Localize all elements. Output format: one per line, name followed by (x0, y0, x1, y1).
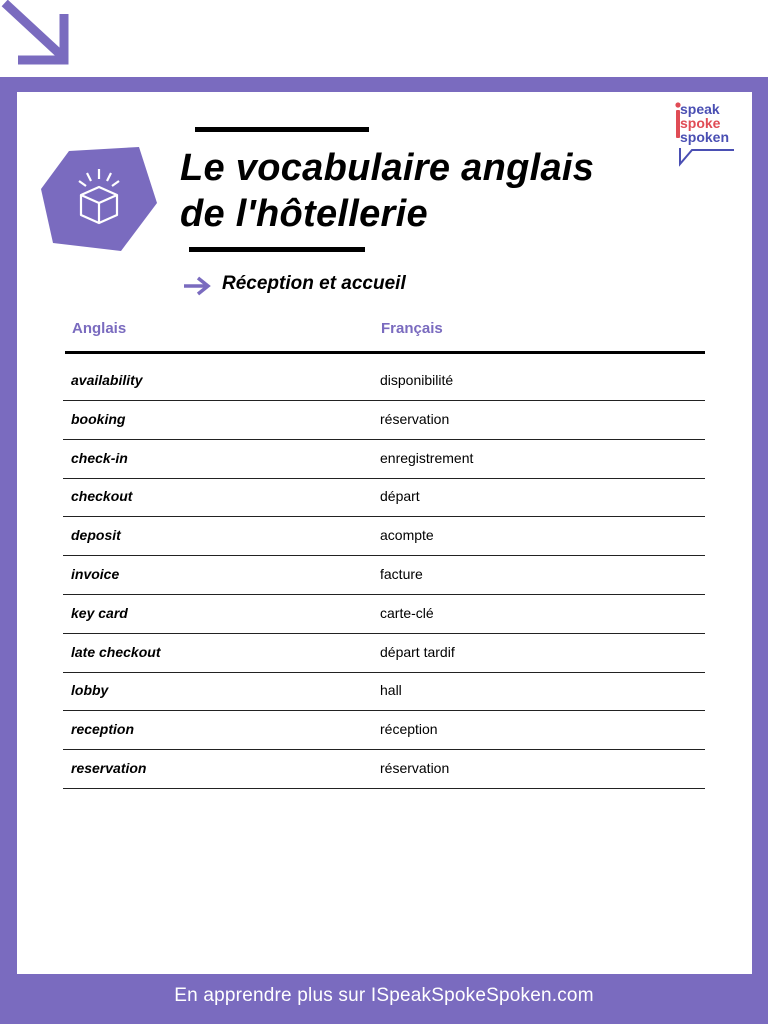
arrow-down-right-icon (0, 0, 76, 68)
french-term: réservation (380, 759, 450, 776)
table-row (63, 673, 705, 712)
table-row (63, 634, 705, 673)
logo-word-spoken: spoken (680, 129, 730, 145)
logo-word-speak: speak (680, 101, 720, 117)
brand-logo (672, 98, 742, 168)
table-row (63, 711, 705, 750)
english-term: check-in (71, 449, 128, 466)
table-row (63, 401, 705, 440)
english-term: reception (71, 721, 135, 738)
french-term: hall (380, 682, 402, 699)
content-card (17, 92, 752, 974)
english-term: availability (71, 372, 143, 388)
english-term: booking (71, 410, 126, 427)
title-bottom-bar (189, 247, 365, 252)
english-term: late checkout (71, 643, 161, 660)
french-term: réception (380, 721, 438, 738)
table-row (63, 479, 705, 518)
section-subtitle: Réception et accueil (222, 273, 406, 294)
french-term: départ tardif (380, 643, 455, 660)
english-term: checkout (71, 488, 133, 505)
page-title-line-2: de l'hôtellerie (180, 193, 428, 235)
vocabulary-table (63, 354, 705, 789)
logo-word-spoke: spoke (680, 115, 721, 131)
english-term: key card (71, 604, 128, 621)
english-term: deposit (71, 527, 121, 544)
table-row (63, 750, 705, 789)
french-term: facture (380, 565, 423, 582)
english-term: reservation (71, 759, 147, 776)
english-term: invoice (71, 565, 120, 582)
speech-bubble-icon (672, 146, 742, 168)
french-term: carte-clé (380, 604, 434, 621)
arrow-right-icon (183, 276, 211, 296)
gift-box-icon (41, 147, 157, 251)
french-term: disponibilité (380, 372, 454, 388)
page-title-line-1: Le vocabulaire anglais (180, 147, 595, 189)
table-row (63, 595, 705, 634)
french-term: départ (380, 488, 420, 505)
footer-link-text[interactable]: En apprendre plus sur ISpeakSpokeSpoken.com (174, 985, 594, 1006)
table-row (63, 517, 705, 556)
english-term: lobby (71, 682, 109, 699)
french-term: enregistrement (380, 449, 474, 466)
table-row (63, 556, 705, 595)
french-term: acompte (380, 527, 434, 544)
table-row (63, 354, 705, 401)
table-row (63, 440, 705, 479)
french-term: réservation (380, 410, 450, 427)
column-header-english: Anglais (72, 320, 127, 337)
column-header-french: Français (381, 320, 443, 337)
page-title (180, 145, 720, 237)
title-top-bar (195, 127, 369, 132)
